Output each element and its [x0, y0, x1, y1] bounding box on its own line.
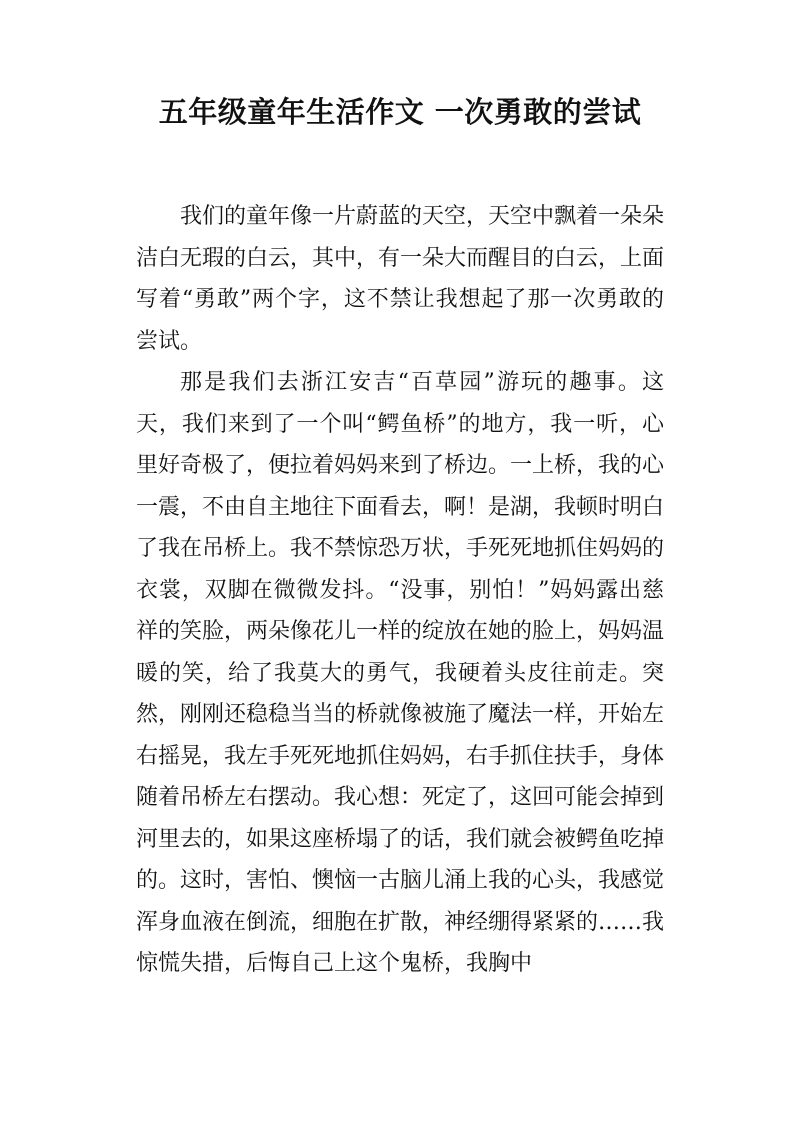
- paragraph-1: 我们的童年像一片蔚蓝的天空，天空中飘着一朵朵洁白无瑕的白云，其中，有一朵大而醒目的白云，上面写着“勇敢”两个字，这不禁让我想起了那一次勇敢的尝试。: [136, 204, 665, 354]
- paragraph-2: 那是我们去浙江安吉“百草园”游玩的趣事。这天，我们来到了一个叫“鳄鱼桥”的地方，我一听，心里好奇极了，便拉着妈妈来到了桥边。一上桥，我的心一震，不由自主地往下面看去，啊！是湖，我顿时明白了我在吊桥上。我不禁惊恐万状，手死死地抓住妈妈的衣裳，双脚在微微发抖。“没事，别怕！”妈妈露出慈祥的笑脸，两朵像花儿一样的绽放在她的脸上，妈妈温暖的笑，给了我莫大的勇气，我硬着头皮往前走。突然，刚刚还稳稳当当的桥就像被施了魔法一样，开始左右摇晃，我左手死死地抓住妈妈，右手抓住扶手，身体随着吊桥左右摆动。我心想：死定了，这回可能会掉到河里去的，如果这座桥塌了的话，我们就会被鳄鱼吃掉的。这时，害怕、懊恼一古脑儿涌上我的心头，我感觉浑身血液在倒流，细胞在扩散，神经绷得紧紧的……我惊慌失措，后悔自己上这个鬼桥，我胸中: [136, 370, 665, 976]
- document-body: [136, 196, 664, 985]
- document-title: 五年级童年生活作文 一次勇敢的尝试: [158, 95, 642, 129]
